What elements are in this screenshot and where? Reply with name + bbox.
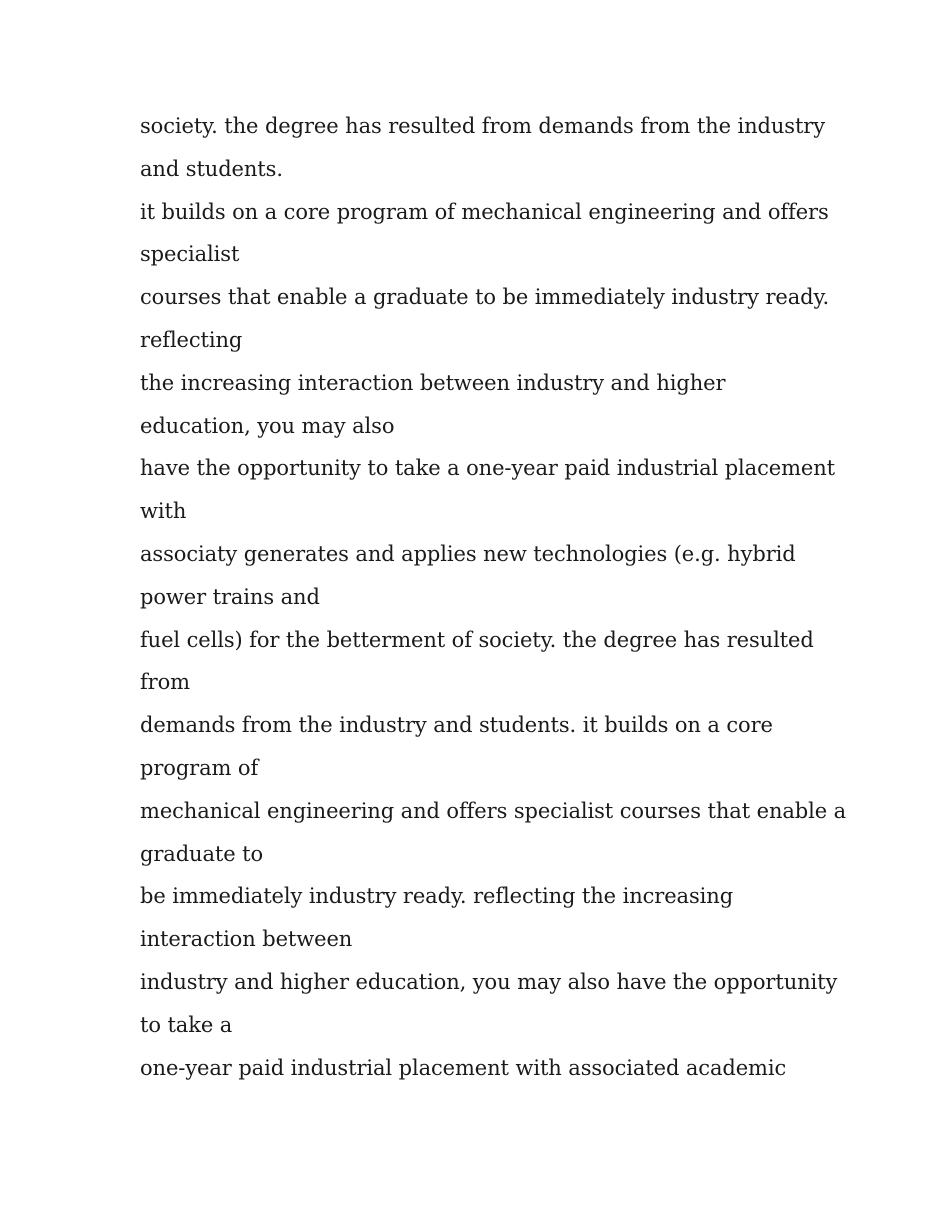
text-line: education, you may also <box>140 413 395 438</box>
text-line: specialist <box>140 242 240 267</box>
text-line: the increasing interaction between industry and higher <box>140 370 726 395</box>
text-line: have the opportunity to take a one-year paid industrial placement <box>140 456 835 481</box>
text-line: and students. <box>140 156 283 181</box>
text-line: courses that enable a graduate to be immediately industry ready. <box>140 285 830 310</box>
document-body-text <box>140 105 847 1089</box>
text-line: with <box>140 499 187 524</box>
text-line: power trains and <box>140 584 320 609</box>
text-line: industry and higher education, you may also have the opportunity <box>140 969 838 994</box>
text-line: society. the degree has resulted from demands from the industry <box>140 114 826 138</box>
text-line: from <box>140 670 190 695</box>
text-line: reflecting <box>140 327 243 352</box>
text-line: program of <box>140 755 259 780</box>
text-line: it builds on a core program of mechanical engineering and offers <box>140 199 829 224</box>
text-line: interaction between <box>140 927 353 952</box>
text-line: associaty generates and applies new technologies (e.g. hybrid <box>140 541 796 566</box>
text-line: to take a <box>140 1012 233 1037</box>
text-line: be immediately industry ready. reflecting the increasing <box>140 884 734 909</box>
text-line: mechanical engineering and offers specialist courses that enable a <box>140 798 847 823</box>
text-line: one-year paid industrial placement with associated academic <box>140 1055 787 1080</box>
text-line: graduate to <box>140 841 264 866</box>
text-line: demands from the industry and students. it builds on a core <box>140 713 773 738</box>
text-line: fuel cells) for the betterment of society. the degree has resulted <box>140 627 814 652</box>
